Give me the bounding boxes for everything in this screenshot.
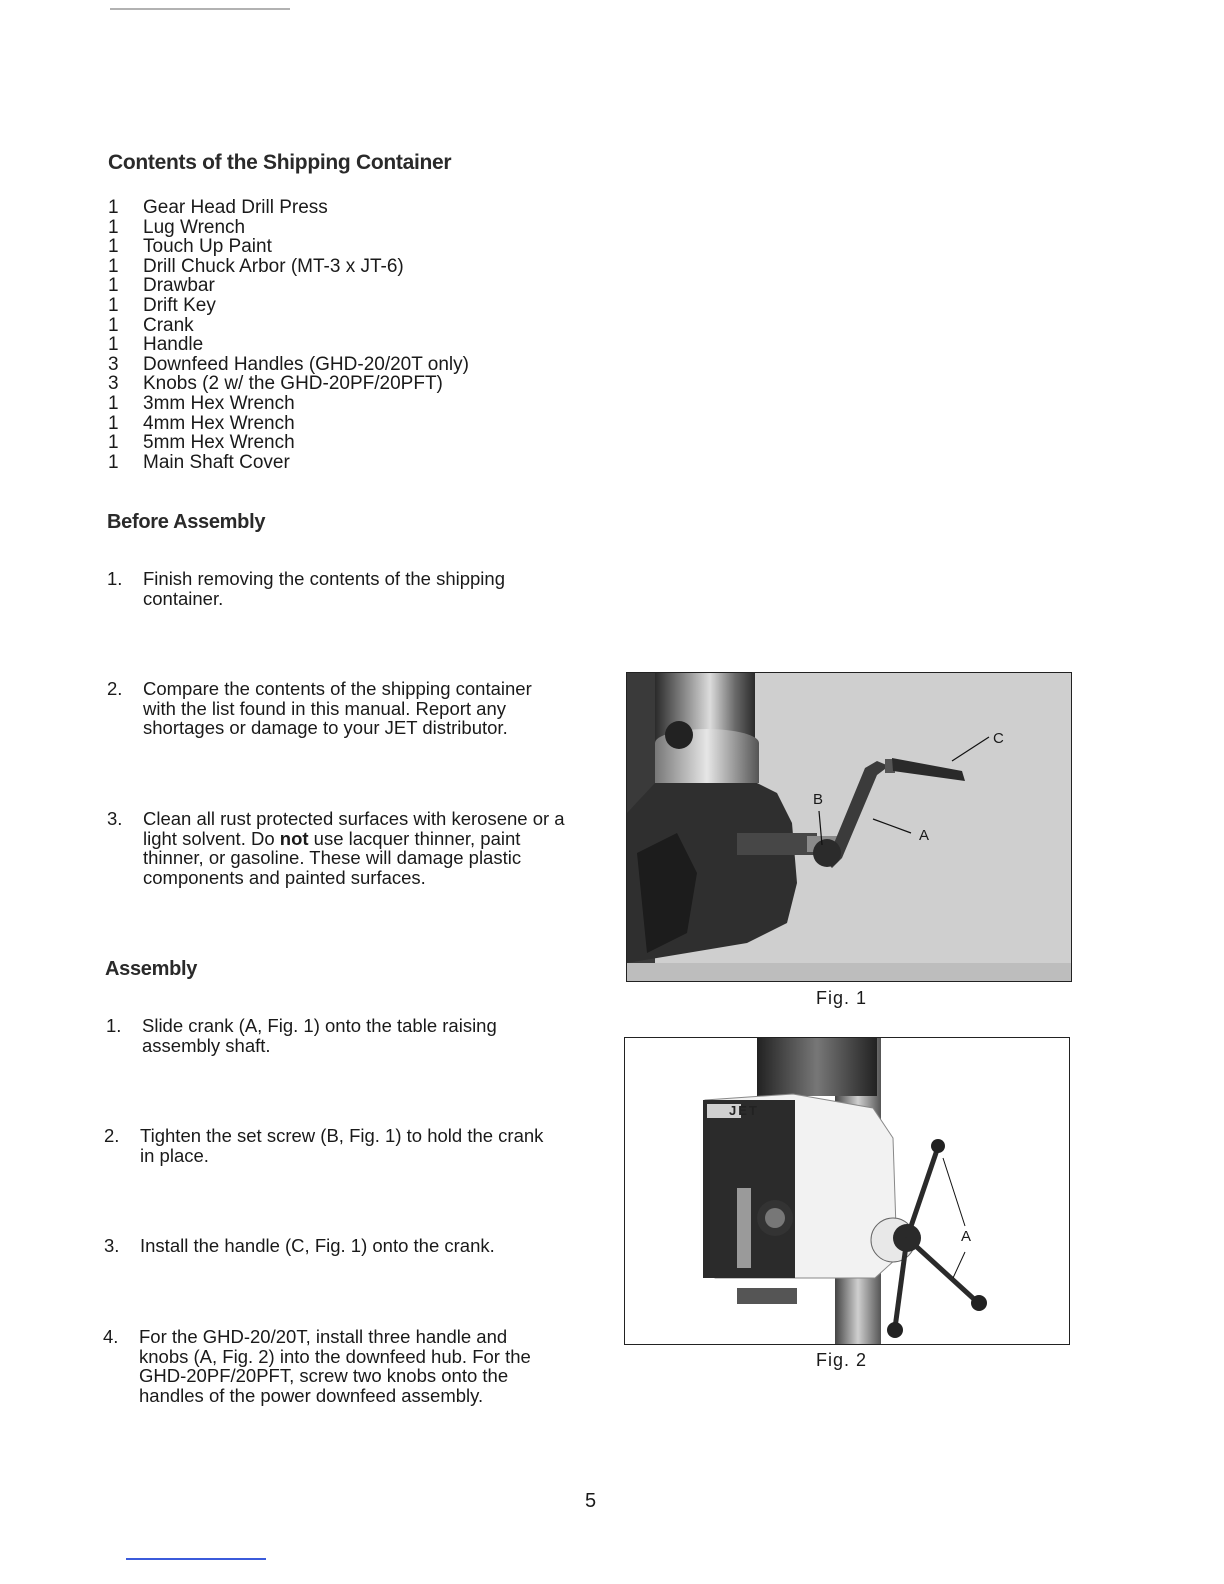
step-text: Finish removing the contents of the shipping container.: [143, 568, 505, 609]
contents-item: [108, 198, 469, 218]
contents-name: Downfeed Handles (GHD-20/20T only): [143, 353, 469, 375]
contents-list: [108, 198, 469, 472]
contents-qty: 3: [108, 373, 119, 395]
contents-name: 4mm Hex Wrench: [143, 412, 295, 434]
assembly-step-2: [104, 1126, 544, 1165]
assembly-step-4: [103, 1327, 548, 1405]
contents-name: 5mm Hex Wrench: [143, 432, 295, 454]
contents-qty: 1: [108, 197, 119, 218]
contents-item: [108, 453, 469, 473]
figure-2-photo: [624, 1037, 1070, 1345]
contents-name: 3mm Hex Wrench: [143, 392, 295, 414]
fig1-label-c: C: [993, 730, 1004, 747]
scan-artifact-bottom: [126, 1558, 266, 1560]
step-text: Install the handle (C, Fig. 1) onto the crank.: [140, 1235, 495, 1256]
crank-photo-illustration: [627, 673, 1071, 981]
contents-name: Gear Head Drill Press: [143, 197, 328, 218]
contents-name: Crank: [143, 314, 194, 336]
assembly-step-3: [104, 1236, 544, 1256]
figure-1-caption: Fig. 1: [816, 988, 868, 1008]
figure-1-photo: [626, 672, 1072, 982]
step-number: 1.: [107, 568, 123, 589]
figure-2-caption: Fig. 2: [816, 1350, 868, 1370]
fig2-label-a: A: [961, 1228, 972, 1245]
step-number: 3.: [107, 808, 123, 829]
contents-name: Touch Up Paint: [143, 236, 272, 258]
before-assembly-heading: Before Assembly: [107, 511, 266, 533]
step-text: Clean all rust protected surfaces with kerosene or a light solvent. Do not use lacquer thinner, paint thinner, or gasoline. These will damage plastic components and painted surfaces.: [143, 808, 565, 888]
contents-qty: 1: [108, 392, 119, 414]
scan-artifact-top: [110, 8, 290, 10]
step-text: For the GHD-20/20T, install three handle and knobs (A, Fig. 2) into the downfeed hub. For the GHD-20PF/20PFT, screw two knobs onto the handles of the power downfeed assembly.: [139, 1326, 531, 1406]
contents-name: Drift Key: [143, 294, 216, 316]
contents-qty: 1: [108, 451, 119, 473]
step-text: Compare the contents of the shipping container with the list found in this manual. Report any shortages or damage to your JET distributor.: [143, 678, 532, 738]
contents-name: Lug Wrench: [143, 216, 246, 238]
contents-item: [108, 374, 469, 394]
page-number: 5: [585, 1490, 597, 1512]
step-number: 2.: [104, 1125, 120, 1146]
fig1-label-a: A: [919, 827, 930, 844]
contents-item: [108, 237, 469, 257]
contents-name: Drawbar: [143, 275, 215, 297]
contents-item: [108, 276, 469, 296]
contents-name: Main Shaft Cover: [143, 451, 290, 473]
contents-item: [108, 335, 469, 355]
step-number: 2.: [107, 678, 123, 699]
before-step-2: [107, 679, 565, 738]
contents-item: [108, 355, 469, 375]
step-text: Tighten the set screw (B, Fig. 1) to hold the crank in place.: [140, 1125, 544, 1166]
contents-name: Drill Chuck Arbor (MT-3 x JT-6): [143, 255, 404, 277]
contents-item: [108, 394, 469, 414]
contents-item: [108, 316, 469, 336]
contents-qty: 1: [108, 334, 119, 356]
contents-name: Knobs (2 w/ the GHD-20PF/20PFT): [143, 373, 443, 395]
contents-qty: 1: [108, 255, 119, 277]
contents-item: [108, 218, 469, 238]
contents-item: [108, 257, 469, 277]
contents-qty: 3: [108, 353, 119, 375]
before-step-1: [107, 569, 547, 608]
step-number: 1.: [106, 1015, 122, 1036]
contents-qty: 1: [108, 236, 119, 258]
contents-qty: 1: [108, 314, 119, 336]
assembly-heading: Assembly: [105, 958, 198, 980]
contents-item: [108, 296, 469, 316]
contents-qty: 1: [108, 412, 119, 434]
assembly-step-1: [106, 1016, 546, 1055]
contents-item: [108, 414, 469, 434]
contents-qty: 1: [108, 216, 119, 238]
fig1-label-b: B: [813, 791, 824, 808]
contents-name: Handle: [143, 334, 204, 356]
fig2-brand-logo: JET: [729, 1103, 759, 1118]
contents-heading: Contents of the Shipping Container: [108, 151, 452, 174]
contents-qty: 1: [108, 294, 119, 316]
contents-item: [108, 433, 469, 453]
emphasis-not: not: [279, 827, 309, 849]
contents-qty: 1: [108, 275, 119, 297]
contents-qty: 1: [108, 432, 119, 454]
drill-head-photo-illustration: [625, 1038, 1069, 1344]
step-number: 4.: [103, 1326, 119, 1347]
step-text: Slide crank (A, Fig. 1) onto the table raising assembly shaft.: [142, 1015, 497, 1056]
before-step-3: [107, 809, 565, 887]
step-number: 3.: [104, 1235, 120, 1256]
